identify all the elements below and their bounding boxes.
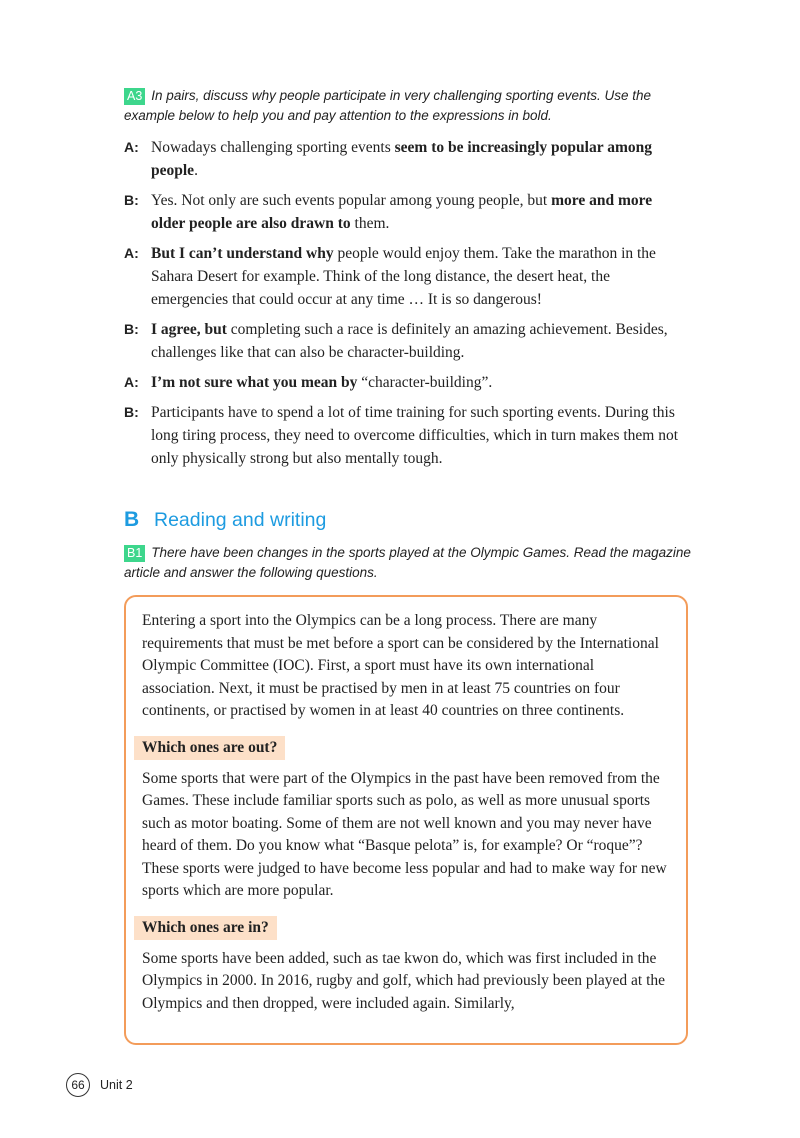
magazine-article <box>124 595 688 1045</box>
dialogue-text <box>151 318 684 364</box>
page-number: 66 <box>66 1073 90 1097</box>
dialogue-text <box>151 242 684 311</box>
b1-instruction <box>124 543 694 583</box>
activity-a3 <box>124 86 684 477</box>
article-heading-in: Which ones are in? <box>134 916 277 940</box>
dialogue-text <box>151 189 684 235</box>
unit-label: Unit 2 <box>100 1078 133 1092</box>
section-b-letter: B <box>124 508 140 531</box>
article-in-text: Some sports have been added, such as tae kwon do, which was first included in the Olympics in 2000. In 2016, rugby and golf, which had previously been played at the Olympics and then dropped, were included again. Similarly, <box>142 949 666 1012</box>
dialogue-line <box>124 242 684 311</box>
text-segment: Yes. Not only are such events popular among young people, but <box>151 192 552 209</box>
speaker-label: A: <box>124 139 139 155</box>
speaker-label: B: <box>124 321 139 337</box>
speaker-label: B: <box>124 404 139 420</box>
text-segment: people would enjoy them. Take the marathon in the Sahara Desert for example. Think of the long distance, the desert heat, the emergencies that could occur at any time … It is so dangerous! <box>151 245 656 308</box>
bold-expression: more and more older people are also drawn to <box>151 192 653 232</box>
text-segment: Nowadays challenging sporting events <box>151 139 395 156</box>
b1-instruction-text: There have been changes in the sports played at the Olympic Games. Read the magazine article and answer the following questions. <box>124 545 691 580</box>
bold-expression: I’m not sure what you mean by <box>151 374 358 391</box>
speaker-label: A: <box>124 374 139 390</box>
page-footer <box>66 1073 133 1097</box>
text-segment: Participants have to spend a lot of time training for such sporting events. During this long tiring process, they need to overcome difficulties, which in turn makes them not only physically strong but also mentally tough. <box>151 404 679 467</box>
text-segment: them. <box>350 215 390 232</box>
dialogue-text <box>151 136 684 182</box>
section-b-title: Reading and writing <box>154 509 327 531</box>
a3-instruction-text: In pairs, discuss why people participate in very challenging sporting events. Use the example below to help you and pay attention to the expressions in bold. <box>124 88 652 123</box>
a3-tag: A3 <box>124 88 145 105</box>
b1-tag: B1 <box>124 545 145 562</box>
text-segment: . <box>194 162 198 179</box>
bold-expression: But I can’t understand why <box>151 245 334 262</box>
text-segment: “character-building”. <box>357 374 493 391</box>
dialogue-line <box>124 189 684 235</box>
dialogue <box>124 136 684 470</box>
activity-b1 <box>124 543 694 583</box>
dialogue-text <box>151 371 684 394</box>
article-out-text: Some sports that were part of the Olympics in the past have been removed from the Games. These include familiar sports such as polo, as well as more unusual sports such as motor boating. Some of them are not well known and you may never have heard of them. Do you know what “Basque pelota” is, for example? Or “roque”? These sports were judged to have become less popular and had to make way for new sports which are more popular. <box>142 769 667 899</box>
article-intro: Entering a sport into the Olympics can be a long process. There are many requirements that must be met before a sport can be considered by the International Olympic Committee (IOC). First, a sport must have its own international association. Next, it must be practised by men in at least 75 countries on four continents, or practised by women in at least 40 countries on three continents. <box>142 612 659 719</box>
speaker-label: A: <box>124 245 139 261</box>
article-heading-out: Which ones are out? <box>134 736 285 760</box>
section-b-heading <box>124 508 326 532</box>
dialogue-line <box>124 371 684 394</box>
dialogue-line <box>124 136 684 182</box>
a3-instruction <box>124 86 684 126</box>
bold-expression: seem to be increasingly popular among people <box>151 139 652 179</box>
dialogue-text <box>151 401 684 470</box>
text-segment: completing such a race is definitely an amazing achievement. Besides, challenges like that can also be character-building. <box>151 321 668 361</box>
bold-expression: I agree, but <box>151 321 227 338</box>
dialogue-line <box>124 318 684 364</box>
speaker-label: B: <box>124 192 139 208</box>
dialogue-line <box>124 401 684 470</box>
